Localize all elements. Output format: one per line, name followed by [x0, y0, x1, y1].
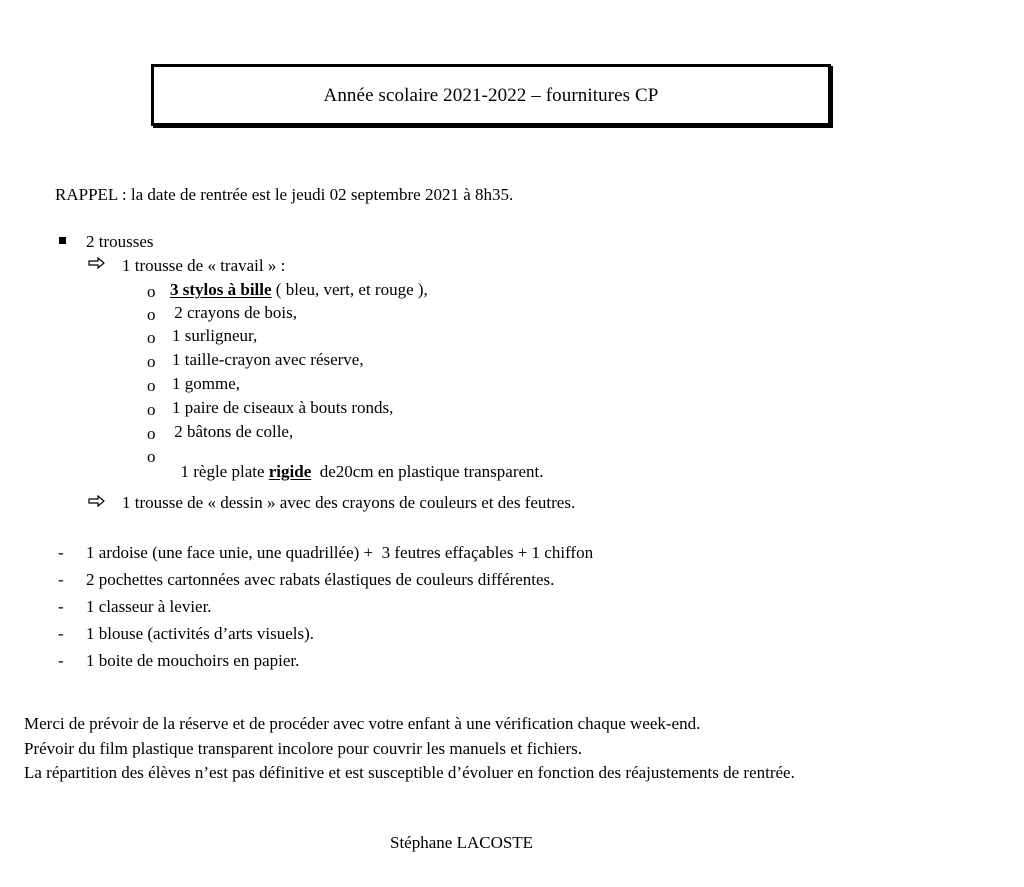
- dash-bullet-icon: -: [58, 543, 64, 562]
- supply-item: 1 blouse (activités d’arts visuels).: [86, 624, 315, 643]
- supply-item: 1 classeur à levier.: [86, 597, 212, 616]
- note-line: La répartition des élèves n’est pas définitive et est susceptible d’évoluer en fonction des réajustements de rentrée.: [24, 763, 795, 782]
- circle-bullet-icon: o: [147, 352, 156, 371]
- arrow-right-icon: [88, 495, 106, 507]
- list-item: 1 paire de ciseaux à bouts ronds,: [172, 398, 394, 417]
- list-item-text: de20cm en plastique transparent.: [311, 462, 544, 481]
- list-item-emphasis: rigide: [268, 462, 312, 481]
- list-item: [170, 281, 428, 298]
- list-item: [172, 446, 544, 480]
- trousse-dessin-label: 1 trousse de « dessin » avec des crayons de couleurs et des feutres.: [122, 493, 576, 512]
- square-bullet-icon: [59, 237, 66, 244]
- circle-bullet-icon: o: [147, 376, 156, 395]
- dash-bullet-icon: -: [58, 651, 64, 670]
- list-item-emphasis: 3 stylos à bille: [170, 280, 272, 299]
- note-line: Prévoir du film plastique transparent incolore pour couvrir les manuels et fichiers.: [24, 739, 583, 758]
- trousse-travail-label: 1 trousse de « travail » :: [122, 256, 286, 275]
- circle-bullet-icon: o: [147, 282, 156, 301]
- page-title: Année scolaire 2021-2022 – fournitures CP: [323, 84, 659, 106]
- circle-bullet-icon: o: [147, 328, 156, 347]
- dash-bullet-icon: -: [58, 597, 64, 616]
- dash-bullet-icon: -: [58, 570, 64, 589]
- supply-item: 2 pochettes cartonnées avec rabats élastiques de couleurs différentes.: [86, 570, 555, 589]
- list-item: 2 bâtons de colle,: [170, 422, 294, 441]
- rappel-text: RAPPEL : la date de rentrée est le jeudi 02 septembre 2021 à 8h35.: [55, 185, 514, 204]
- list-item: 1 surligneur,: [172, 326, 258, 345]
- trousses-heading: 2 trousses: [86, 232, 154, 251]
- circle-bullet-icon: o: [147, 400, 156, 419]
- circle-bullet-icon: o: [147, 424, 156, 443]
- circle-bullet-icon: o: [147, 447, 156, 466]
- supply-item: 1 ardoise (une face unie, une quadrillée) + 3 feutres effaçables + 1 chiffon: [86, 543, 594, 562]
- signature: Stéphane LACOSTE: [390, 833, 534, 852]
- supply-item: 1 boite de mouchoirs en papier.: [86, 651, 300, 670]
- list-item: 2 crayons de bois,: [170, 303, 298, 322]
- list-item: 1 taille-crayon avec réserve,: [172, 350, 364, 369]
- list-item-text: ( bleu, vert, et rouge ),: [271, 280, 428, 299]
- circle-bullet-icon: o: [147, 305, 156, 324]
- dash-bullet-icon: -: [58, 624, 64, 643]
- list-item: 1 gomme,: [172, 374, 240, 393]
- list-item-text: 1 règle plate: [180, 462, 269, 481]
- title-box: [151, 64, 831, 126]
- arrow-right-icon: [88, 257, 106, 269]
- note-line: Merci de prévoir de la réserve et de procéder avec votre enfant à une vérification chaque week-end.: [24, 714, 701, 733]
